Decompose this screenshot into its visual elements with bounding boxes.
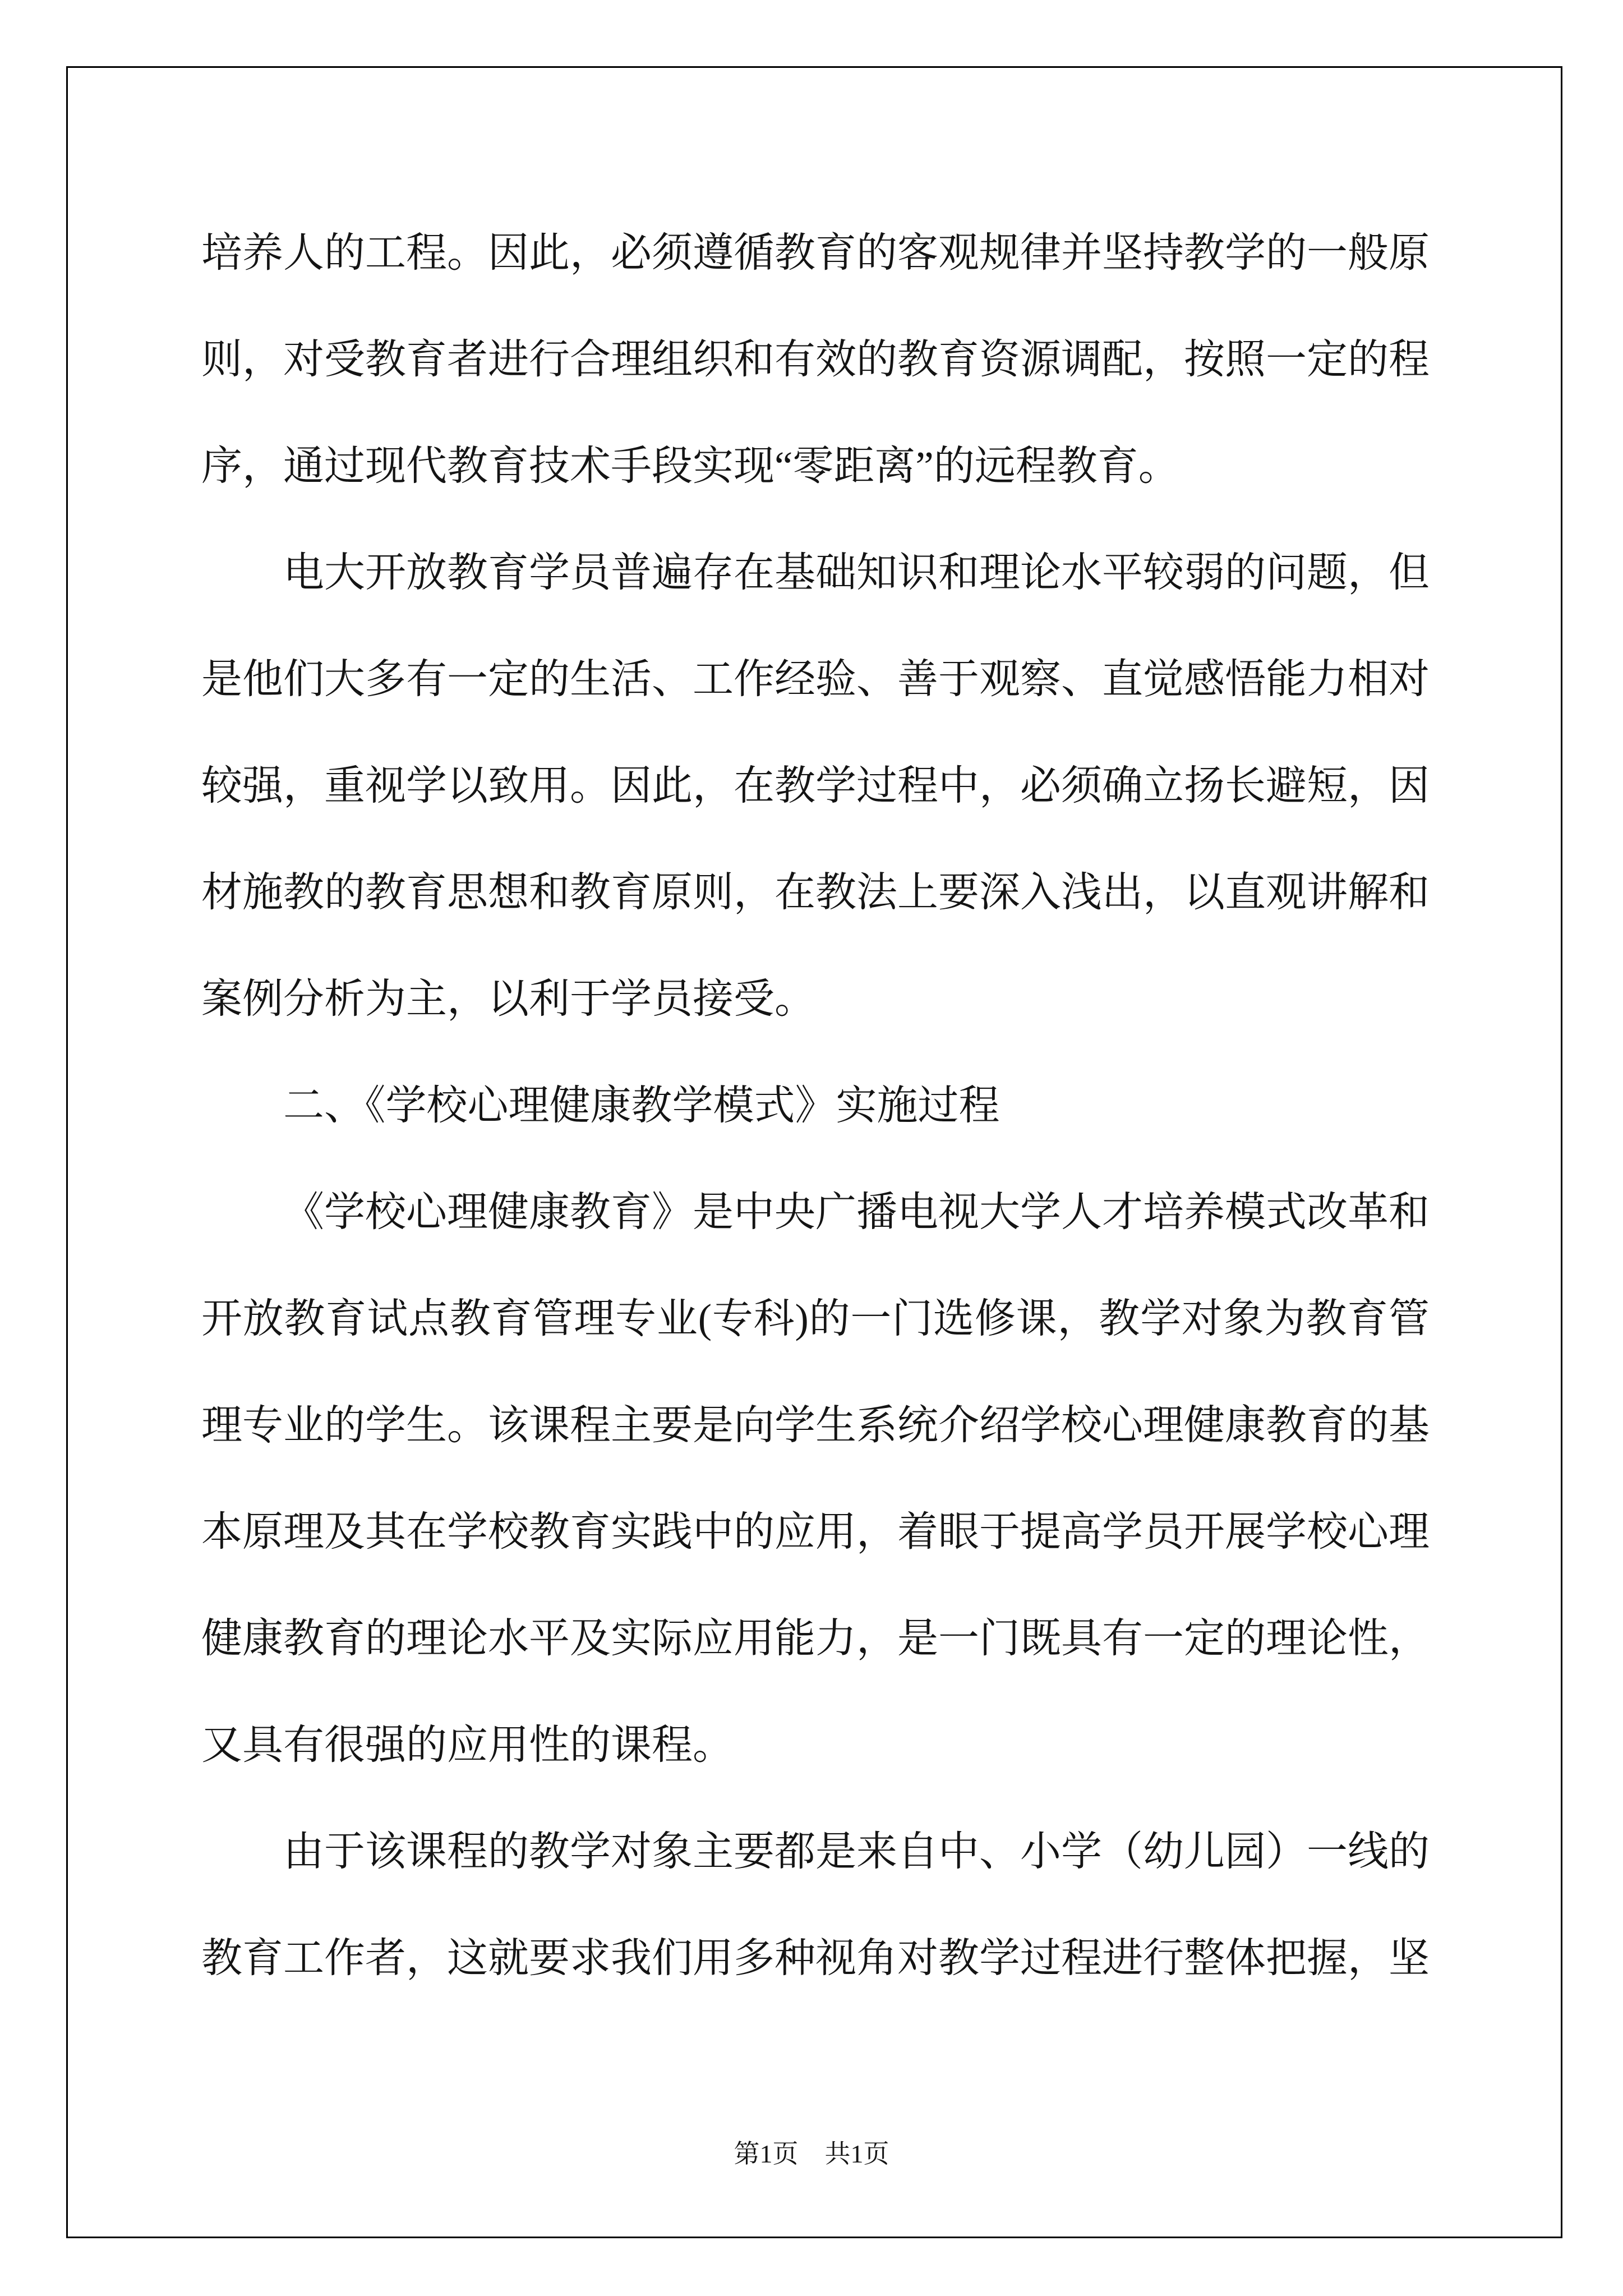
text-line: 材施教的教育思想和教育原则，在教法上要深入浅出，以直观讲解和: [201, 869, 1430, 915]
text-line: 本原理及其在学校教育实践中的应用，着眼于提高学员开展学校心理: [201, 1509, 1430, 1554]
paragraph: [201, 1159, 1430, 1798]
text-line: 由于该课程的教学对象主要都是来自中、小学（幼儿园）一线的: [283, 1829, 1430, 1874]
text-line: 培养人的工程。因此，必须遵循教育的客观规律并坚持教学的一般原: [201, 230, 1430, 275]
text-line: 开放教育试点教育管理专业(专科)的一门选修课，教学对象为教育管: [201, 1296, 1430, 1341]
text-line: 则，对受教育者进行合理组织和有效的教育资源调配，按照一定的程: [201, 337, 1430, 382]
text-line: 电大开放教育学员普遍存在基础知识和理论水平较弱的问题，但: [283, 550, 1430, 595]
text-line: 是他们大多有一定的生活、工作经验、善于观察、直觉感悟能力相对: [201, 656, 1430, 702]
section-heading: 二、《学校心理健康教学模式》实施过程: [283, 1083, 1000, 1128]
paragraph: [201, 519, 1430, 1052]
text-line: 理专业的学生。该课程主要是向学生系统介绍学校心理健康教育的基: [201, 1402, 1430, 1448]
text-line: 教育工作者，这就要求我们用多种视角对教学过程进行整体把握，坚: [201, 1935, 1430, 1981]
text-line: 健康教育的理论水平及实际应用能力，是一门既具有一定的理论性，: [201, 1616, 1430, 1661]
current-page-label: 第1页: [734, 2139, 799, 2168]
total-pages-label: 共1页: [824, 2139, 889, 2168]
text-line: 案例分析为主，以利于学员接受。: [201, 976, 815, 1022]
text-line: 序，通过现代教育技术手段实现“零距离”的远程教育。: [201, 443, 1179, 489]
paragraph: [201, 200, 1430, 519]
text-line: 又具有很强的应用性的课程。: [201, 1722, 734, 1768]
text-line: 《学校心理健康教育》是中央广播电视大学人才培养模式改革和: [283, 1189, 1430, 1235]
page-footer: [0, 2137, 1623, 2171]
paragraph: [201, 1798, 1430, 2012]
document-body: [201, 200, 1430, 2012]
text-line: 较强，重视学以致用。因此，在教学过程中，必须确立扬长避短，因: [201, 763, 1430, 808]
